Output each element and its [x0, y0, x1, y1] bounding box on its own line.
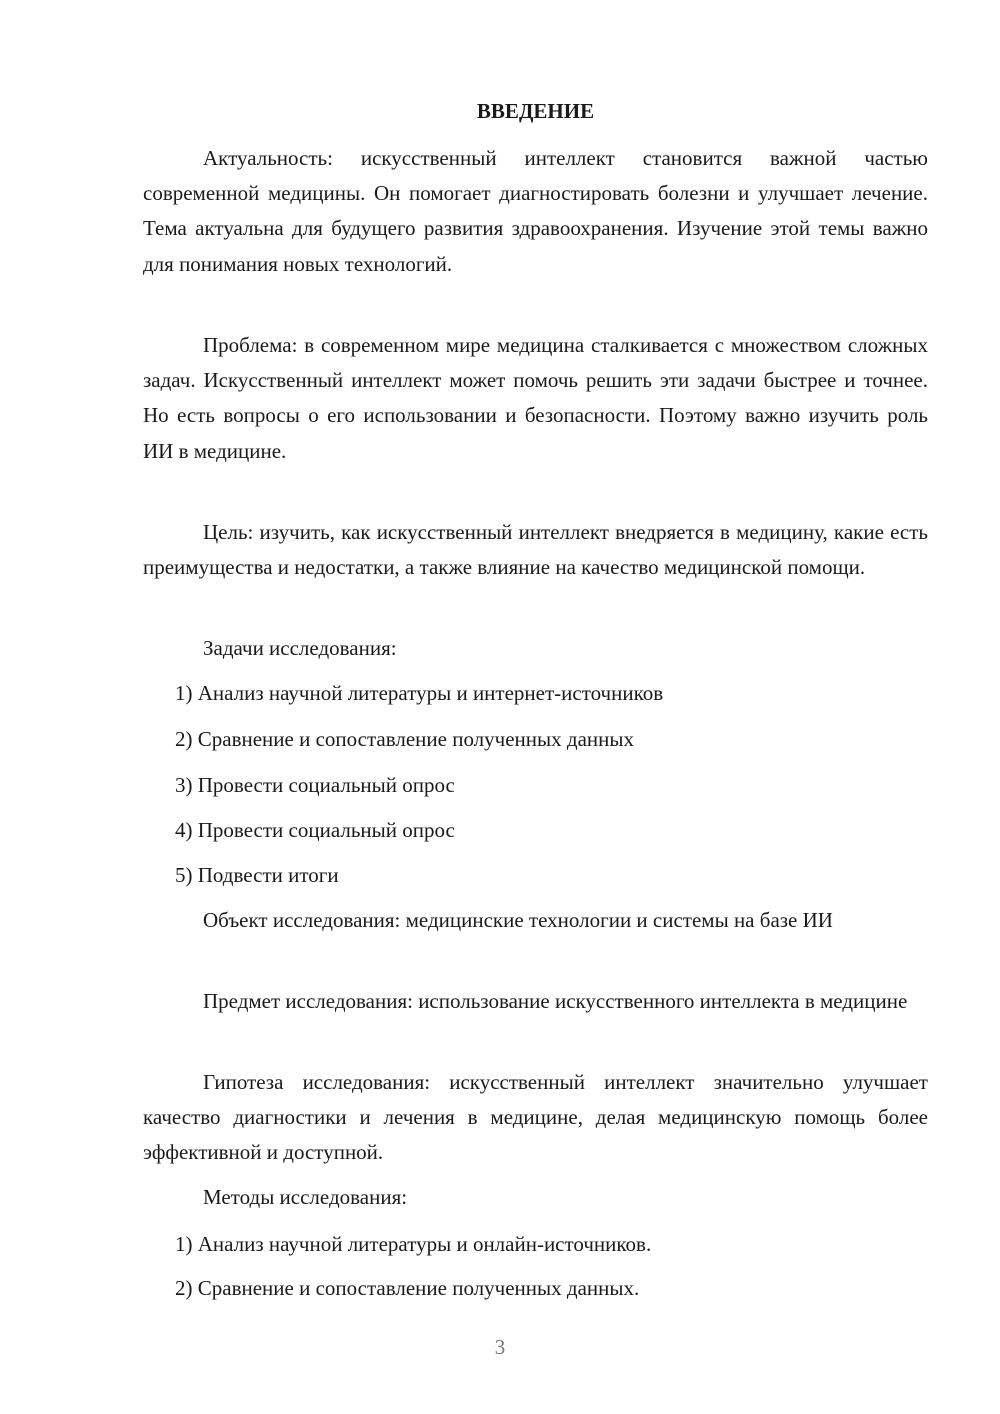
page-number: 3 — [494, 1335, 506, 1359]
object-paragraph: Объект исследования: медицинские технологии и системы на базе ИИ — [203, 908, 833, 932]
task-item: 1) Анализ научной литературы и интернет-источников — [175, 681, 664, 705]
methods-heading: Методы исследования: — [203, 1185, 408, 1209]
method-item: 2) Сравнение и сопоставление полученных данных. — [175, 1276, 640, 1300]
task-item: 2) Сравнение и сопоставление полученных данных — [175, 727, 634, 751]
hypothesis-paragraph: Гипотеза исследования: искусственный интеллект значительно улучшает качество диагностики и лечения в медицине, делая медицинскую помощь более эффективной и доступной. — [143, 1070, 928, 1165]
goal-paragraph: Цель: изучить, как искусственный интеллект внедряется в медицину, какие есть преимущества и недостатки, а также влияние на качество медицинской помощи. — [143, 520, 928, 580]
task-item: 4) Провести социальный опрос — [175, 818, 455, 842]
problem-paragraph: Проблема: в современном мире медицина сталкивается с множеством сложных задач. Искусственный интеллект может помочь решить эти задачи быстрее и точнее. Но есть вопросы о его использовании и безопасности. Поэтому важно изучить роль ИИ в медицине. — [143, 333, 928, 463]
relevance-paragraph: Актуальность: искусственный интеллект становится важной частью современной медицины. Он помогает диагностировать болезни и улучшает лечение. Тема актуальна для будущего развития здравоохранения. Изучение этой темы важно для понимания новых технологий. — [143, 146, 928, 276]
section-title: ВВЕДЕНИЕ — [476, 99, 595, 123]
task-item: 3) Провести социальный опрос — [175, 773, 455, 797]
method-item: 1) Анализ научной литературы и онлайн-источников. — [175, 1232, 652, 1256]
task-item: 5) Подвести итоги — [175, 863, 339, 887]
tasks-heading: Задачи исследования: — [203, 636, 397, 660]
subject-paragraph: Предмет исследования: использование искусственного интеллекта в медицине — [203, 989, 908, 1013]
